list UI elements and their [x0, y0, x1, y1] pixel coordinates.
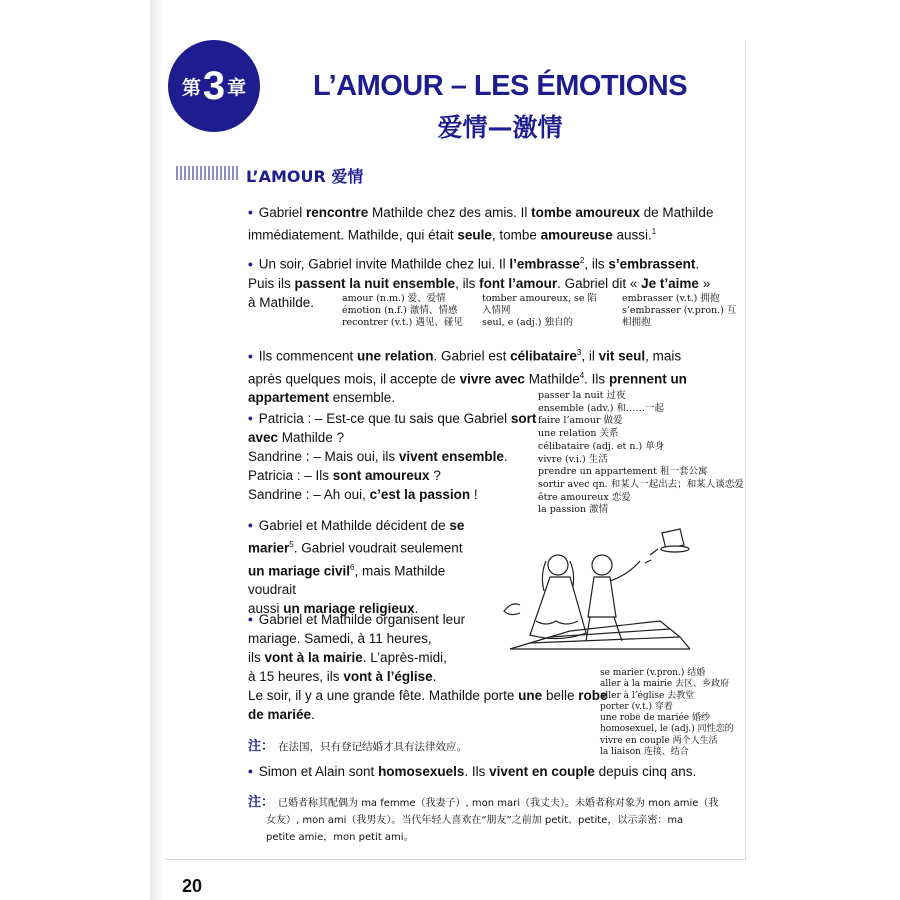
paragraph-wedding-day: • Gabriel et Mathilde organisent leur mariage. Samedi, à 11 heures, ils vont à la mairie. L’après-midi, à 15 heures, ils vont à l’église. Le soir, il y a une grande fête. Mathilde porte une belle robe de mariée.: [248, 612, 608, 722]
note-mark: 注：: [248, 795, 275, 810]
bullet-icon: •: [248, 256, 253, 272]
paragraph-couple: • Simon et Alain sont homosexuels. Ils vivent en couple depuis cinq ans.: [248, 764, 697, 779]
note-mark: 注：: [248, 739, 275, 754]
bullet-icon: •: [248, 764, 253, 779]
chapter-number: 3: [202, 63, 226, 108]
vocab-list-3: se marier (v.pron.) 结婚 aller à la mairie 去区、乡政府 aller à l’église 去教堂 porter (v.t.) 穿着 une robe de mariée 婚纱 homosexuel, le (adj.) 同性恋的 vivre en couple 两个人生活 la liaison 连接、结合: [600, 668, 734, 758]
page-title-french: L’AMOUR – LES ÉMOTIONS: [312, 70, 688, 102]
bullet-icon: •: [248, 348, 253, 364]
page-number: 20: [182, 876, 203, 896]
vocab-column-3: embrasser (v.t.) 拥抱 s’embrasser (v.pron.) 互 相拥抱: [622, 293, 737, 328]
chapter-badge: [168, 40, 260, 132]
vocab-column-1: amour (n.m.) 爱、爱情 émotion (n.f.) 激情、情感 recontrer (v.t.) 遇见、碰见: [342, 293, 463, 328]
bullet-icon: •: [248, 411, 253, 426]
bullet-icon: •: [248, 518, 253, 533]
bullet-icon: •: [248, 205, 253, 220]
paragraph-1: • Gabriel rencontre Mathilde chez des amis. Il tombe amoureux de Mathilde immédiatement. Mathilde, qui était seule, tombe amoureuse aussi.$^1$: [248, 205, 714, 243]
dialogue: • Patricia : – Est-ce que tu sais que Gabriel sort avec Mathilde ? Sandrine : – Mais oui, ils vivent ensemble. Patricia : – Ils sont amoureux ? Sandrine : – Ah oui, c’est la passion !: [248, 411, 537, 502]
chapter-prefix: 第: [181, 76, 201, 99]
vocab-column-2: tomber amoureux, se 陷 入情网 seul, e (adj.) 独自的: [482, 293, 598, 328]
paragraph-3: • Ils commencent une relation. Gabriel est célibataire$^3$, il vit seul, mais après quelques mois, il accepte de vivre avec Mathilde$^4$. Ils prennent un appartement ensemble.: [248, 348, 687, 405]
chapter-suffix: 章: [227, 76, 247, 99]
vocab-list-2: passer la nuit 过夜 ensemble (adv.) 和……一起 faire l’amour 做爱 une relation 关系 célibataire (adj. et n.) 单身 vivre (v.i.) 生活 prendre un appartement 租一套公寓 sortir avec qn. 和某人一起出去；和某人谈恋爱 être amoureux 恋爱 la passion 激情: [538, 390, 744, 516]
note-legal-marriage: 注： 在法国，只有登记结婚才具有法律效应。: [248, 739, 468, 754]
note-partner-terms: 注： 已婚者称其配偶为 ma femme（我妻子）, mon mari（我丈夫）。未婚者称对象为 mon amie（我 女友）, mon ami（我男友）。当代年轻人喜欢在“朋友”之前加 petit、petite，以示亲密：ma petite amie，mon petit ami。: [248, 795, 719, 843]
paragraph-wedding-plan: • Gabriel et Mathilde décident de se marier$^5$. Gabriel voudrait seulement un mariage civil$^6$, mais Mathilde voudrait aussi un mariage religieux.: [248, 518, 465, 616]
page-title-chinese: 爱情—激情: [437, 113, 563, 142]
section-marker: [176, 166, 238, 180]
section-title: L’AMOUR 爱情: [246, 167, 364, 186]
bullet-icon: •: [248, 612, 253, 627]
paragraph-2: • Un soir, Gabriel invite Mathilde chez lui. Il l’embrasse$^2$, ils s’embrassent. Puis ils passent la nuit ensemble, ils font l’amour. Gabriel dit « Je t’aime » à Mathilde.: [248, 256, 711, 310]
page-gutter: [150, 0, 164, 900]
